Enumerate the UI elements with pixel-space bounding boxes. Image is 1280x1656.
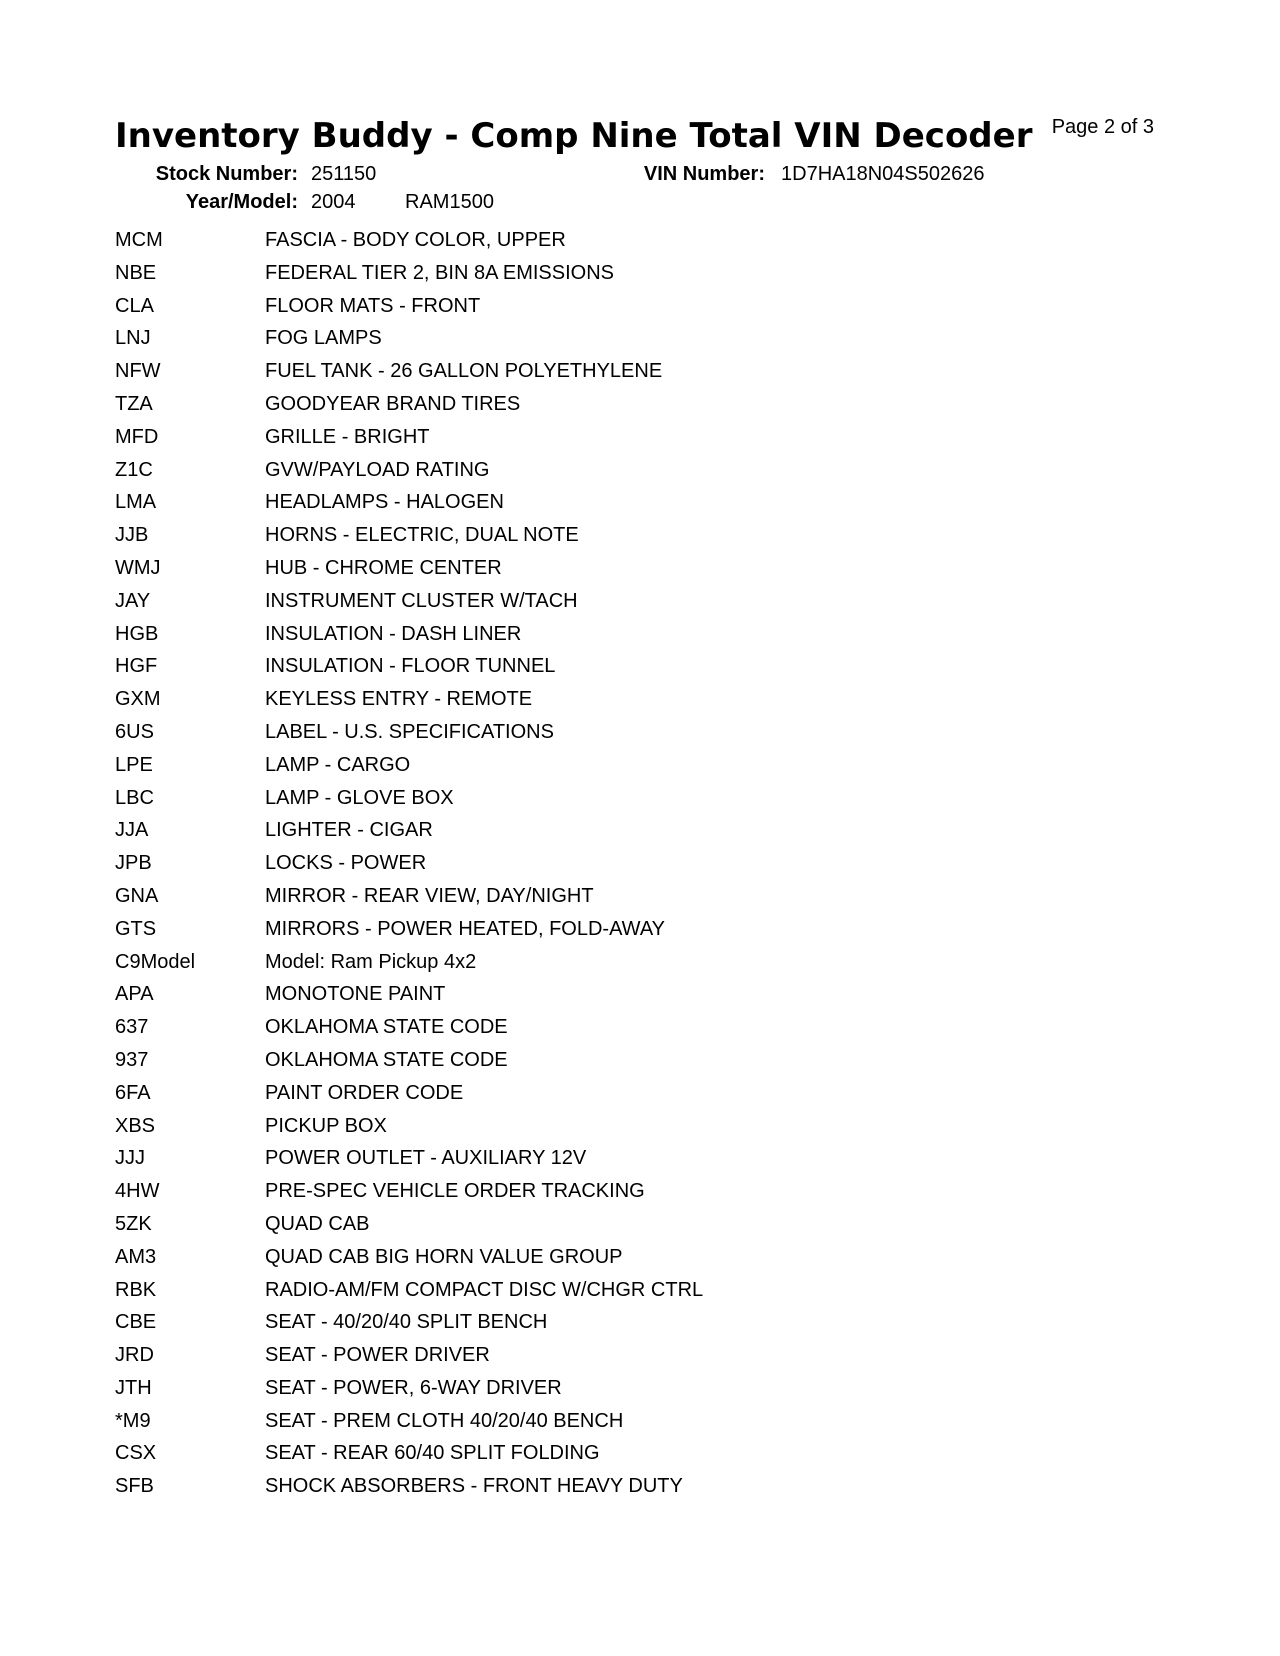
option-code: 5ZK (115, 1212, 152, 1235)
option-row (115, 588, 703, 621)
option-code: HGF (115, 655, 158, 678)
option-row (115, 293, 703, 326)
option-description: GRILLE - BRIGHT (265, 425, 430, 448)
option-description: HEADLAMPS - HALOGEN (265, 491, 504, 514)
option-row (115, 1113, 703, 1146)
option-code: GNA (115, 884, 159, 907)
option-row (115, 489, 703, 522)
option-row (115, 850, 703, 883)
option-code: NFW (115, 360, 161, 383)
option-row (115, 1277, 703, 1310)
option-description: PICKUP BOX (265, 1114, 387, 1137)
option-description: POWER OUTLET - AUXILIARY 12V (265, 1147, 587, 1170)
option-description: SEAT - REAR 60/40 SPLIT FOLDING (265, 1442, 600, 1465)
option-code: JRD (115, 1344, 154, 1367)
option-code: CBE (115, 1311, 157, 1334)
year-model-label: Year/Model: (185, 191, 298, 213)
stock-number-label: Stock Number: (155, 163, 298, 185)
option-description: LAMP - GLOVE BOX (265, 786, 454, 809)
option-code-list (115, 227, 703, 1506)
option-description: LIGHTER - CIGAR (265, 819, 433, 842)
option-code: APA (115, 983, 154, 1006)
option-code: CSX (115, 1442, 157, 1465)
option-row (115, 621, 703, 654)
option-row (115, 1080, 703, 1113)
option-code: JAY (115, 589, 151, 612)
option-row (115, 1309, 703, 1342)
option-code: JJJ (115, 1147, 145, 1170)
option-row (115, 719, 703, 752)
option-row (115, 457, 703, 490)
option-description: SHOCK ABSORBERS - FRONT HEAVY DUTY (265, 1475, 683, 1498)
option-description: RADIO-AM/FM COMPACT DISC W/CHGR CTRL (265, 1278, 704, 1301)
option-row (115, 1375, 703, 1408)
option-description: SEAT - POWER DRIVER (265, 1344, 490, 1367)
option-code: 4HW (115, 1180, 160, 1203)
option-row (115, 522, 703, 555)
option-row (115, 949, 703, 982)
option-row (115, 785, 703, 818)
vin-number-label: VIN Number: (643, 163, 765, 185)
option-row (115, 424, 703, 457)
option-code: WMJ (115, 556, 161, 579)
option-description: PRE-SPEC VEHICLE ORDER TRACKING (265, 1180, 645, 1203)
option-row (115, 817, 703, 850)
option-row (115, 1047, 703, 1080)
option-description: MIRROR - REAR VIEW, DAY/NIGHT (265, 884, 594, 907)
option-description: SEAT - 40/20/40 SPLIT BENCH (265, 1311, 548, 1334)
option-row (115, 883, 703, 916)
option-row (115, 981, 703, 1014)
option-description: INSULATION - DASH LINER (265, 622, 522, 645)
option-description: SEAT - PREM CLOTH 40/20/40 BENCH (265, 1409, 624, 1432)
option-description: QUAD CAB (265, 1212, 370, 1235)
option-row (115, 1178, 703, 1211)
option-row (115, 358, 703, 391)
option-code: MCM (115, 229, 163, 251)
option-code: TZA (115, 392, 153, 415)
vin-number-value: 1D7HA18N04S502626 (781, 163, 985, 185)
option-description: HORNS - ELECTRIC, DUAL NOTE (265, 524, 579, 547)
option-row (115, 1145, 703, 1178)
option-description: Model: Ram Pickup 4x2 (265, 950, 477, 973)
option-code: SFB (115, 1475, 154, 1498)
option-code: GXM (115, 688, 161, 711)
option-description: INSULATION - FLOOR TUNNEL (265, 655, 556, 678)
option-code: HGB (115, 622, 159, 645)
option-row (115, 391, 703, 424)
option-description: FASCIA - BODY COLOR, UPPER (265, 229, 566, 251)
option-row (115, 555, 703, 588)
option-row (115, 260, 703, 293)
page-title: Inventory Buddy - Comp Nine Total VIN Decoder (115, 116, 1033, 156)
option-description: KEYLESS ENTRY - REMOTE (265, 688, 533, 711)
option-row (115, 686, 703, 719)
option-code: 6FA (115, 1081, 151, 1104)
option-code: JJB (115, 524, 149, 547)
option-code: LNJ (115, 327, 151, 350)
option-code: AM3 (115, 1245, 157, 1268)
option-row (115, 1408, 703, 1441)
option-code: XBS (115, 1114, 156, 1137)
option-code: NBE (115, 261, 157, 284)
option-row (115, 227, 703, 260)
option-code: RBK (115, 1278, 157, 1301)
option-code: JTH (115, 1376, 152, 1399)
option-row (115, 653, 703, 686)
option-description: GVW/PAYLOAD RATING (265, 458, 490, 481)
option-code: 6US (115, 720, 154, 743)
option-description: OKLAHOMA STATE CODE (265, 1016, 508, 1039)
option-row (115, 916, 703, 949)
option-row (115, 325, 703, 358)
year-value: 2004 (311, 191, 356, 213)
option-description: LABEL - U.S. SPECIFICATIONS (265, 720, 554, 743)
option-code: LPE (115, 753, 153, 776)
option-description: LAMP - CARGO (265, 753, 411, 776)
option-code: GTS (115, 917, 157, 940)
option-code: Z1C (115, 458, 153, 481)
option-row (115, 1440, 703, 1473)
option-row (115, 1342, 703, 1375)
option-description: MIRRORS - POWER HEATED, FOLD-AWAY (265, 917, 666, 940)
option-description: INSTRUMENT CLUSTER W/TACH (265, 589, 578, 612)
option-description: MONOTONE PAINT (265, 983, 446, 1006)
option-code: LMA (115, 491, 157, 514)
option-description: OKLAHOMA STATE CODE (265, 1048, 508, 1071)
option-code: 937 (115, 1048, 149, 1071)
option-code: LBC (115, 786, 154, 809)
option-code: 637 (115, 1016, 149, 1039)
page-number: Page 2 of 3 (1051, 116, 1154, 138)
option-row (115, 1014, 703, 1047)
option-description: PAINT ORDER CODE (265, 1081, 464, 1104)
option-code: CLA (115, 294, 154, 317)
option-description: FLOOR MATS - FRONT (265, 294, 481, 317)
option-description: FOG LAMPS (265, 327, 382, 350)
option-code: *M9 (115, 1409, 151, 1432)
option-code: C9Model (115, 950, 196, 973)
option-code: JPB (115, 852, 152, 875)
option-row (115, 1244, 703, 1277)
option-row (115, 1211, 703, 1244)
option-description: SEAT - POWER, 6-WAY DRIVER (265, 1376, 562, 1399)
model-value: RAM1500 (405, 191, 494, 213)
option-description: GOODYEAR BRAND TIRES (265, 392, 521, 415)
option-description: QUAD CAB BIG HORN VALUE GROUP (265, 1245, 623, 1268)
option-code: MFD (115, 425, 159, 448)
option-description: FUEL TANK - 26 GALLON POLYETHYLENE (265, 360, 663, 383)
option-description: HUB - CHROME CENTER (265, 556, 502, 579)
option-row (115, 1473, 703, 1506)
option-description: FEDERAL TIER 2, BIN 8A EMISSIONS (265, 261, 614, 284)
stock-number-value: 251150 (311, 163, 377, 185)
option-row (115, 752, 703, 785)
option-code: JJA (115, 819, 149, 842)
option-description: LOCKS - POWER (265, 852, 427, 875)
